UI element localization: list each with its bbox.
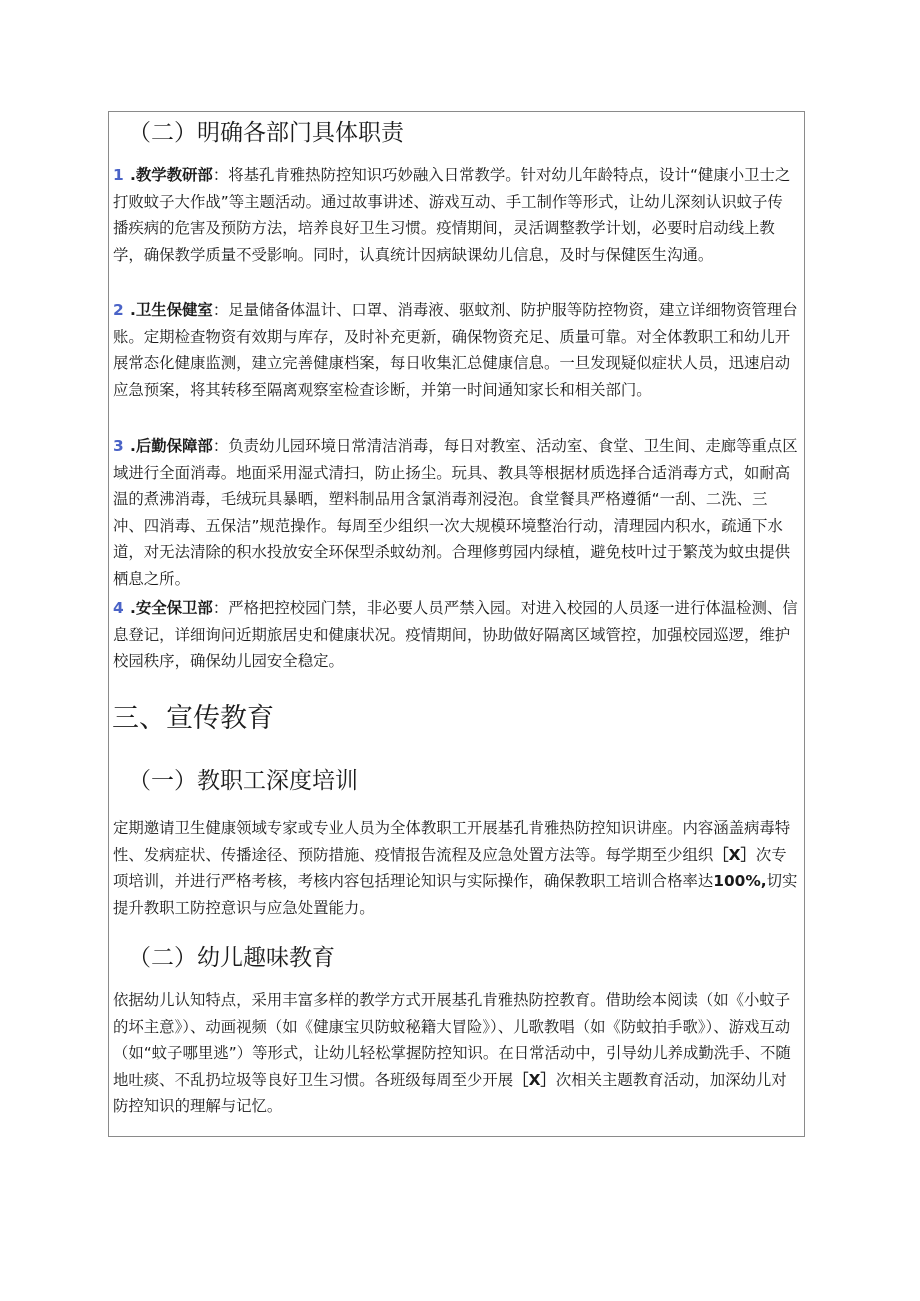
list-number: 4	[113, 599, 124, 617]
subsection-title-kids-education: （二）幼儿趣味教育	[128, 945, 335, 971]
duty-term: 后勤保障部	[135, 437, 213, 455]
section-title-publicity: 三、宣传教育	[112, 703, 274, 734]
list-number: 2	[113, 301, 124, 319]
staff-training-paragraph: 定期邀请卫生健康领域专家或专业人员为全体教职工开展基孔肯雅热防控知识讲座。内容涵盖病毒特性、发病症状、传播途径、预防措施、疫情报告流程及应急处置方法等。每学期至少组织［X］次专项培训，并进行严格考核，考核内容包括理论知识与实际操作，确保教职工培训合格率达100%,切实提升教职工防控意识与应急处置能力。	[113, 819, 798, 917]
duty-item: 4 .安全保卫部：严格把控校园门禁，非必要人员严禁入园。对进入校园的人员逐一进行体温检测、信息登记，详细询问近期旅居史和健康状况。疫情期间，协助做好隔离区域管控，加强校园巡逻，维护校园秩序，确保幼儿园安全稳定。	[113, 595, 798, 675]
subsection-title-departments: （二）明确各部门具体职责	[128, 120, 404, 146]
duty-item: 2 .卫生保健室：足量储备体温计、口罩、消毒液、驱蚊剂、防护服等防控物资，建立详细物资管理台账。定期检查物资有效期与库存，及时补充更新，确保物资充足、质量可靠。对全体教职工和幼儿开展常态化健康监测，建立完善健康档案，每日收集汇总健康信息。一旦发现疑似症状人员，迅速启动应急预案，将其转移至隔离观察室检查诊断，并第一时间通知家长和相关部门。	[113, 297, 798, 403]
duty-text: ：严格把控校园门禁，非必要人员严禁入园。对进入校园的人员逐一进行体温检测、信息登记，详细询问近期旅居史和健康状况。疫情期间，协助做好隔离区域管控，加强校园巡逻，维护校园秩序，确保幼儿园安全稳定。	[113, 599, 798, 671]
duty-text: ：负责幼儿园环境日常清洁消毒，每日对教室、活动室、食堂、卫生间、走廊等重点区域进行全面消毒。地面采用湿式清扫，防止扬尘。玩具、教具等根据材质选择合适消毒方式，如耐高温的煮沸消毒，毛绒玩具暴晒，塑料制品用含氯消毒剂浸泡。食堂餐具严格遵循“一刮、二洗、三冲、四消毒、五保洁”规范操作。每周至少组织一次大规模环境整治行动，清理园内积水，疏通下水道，对无法清除的积水投放安全环保型杀蚊幼剂。合理修剪园内绿植，避免枝叶过于繁茂为蚊虫提供栖息之所。	[113, 437, 798, 588]
duty-item: 3 .后勤保障部：负责幼儿园环境日常清洁消毒，每日对教室、活动室、食堂、卫生间、走廊等重点区域进行全面消毒。地面采用湿式清扫，防止扬尘。玩具、教具等根据材质选择合适消毒方式，如耐高温的煮沸消毒，毛绒玩具暴晒，塑料制品用含氯消毒剂浸泡。食堂餐具严格遵循“一刮、二洗、三冲、四消毒、五保洁”规范操作。每周至少组织一次大规模环境整治行动，清理园内积水，疏通下水道，对无法清除的积水投放安全环保型杀蚊幼剂。合理修剪园内绿植，避免枝叶过于繁茂为蚊虫提供栖息之所。	[113, 433, 798, 593]
duty-term: 安全保卫部	[135, 599, 213, 617]
duty-text: ：足量储备体温计、口罩、消毒液、驱蚊剂、防护服等防控物资，建立详细物资管理台账。定期检查物资有效期与库存，及时补充更新，确保物资充足、质量可靠。对全体教职工和幼儿开展常态化健康监测，建立完善健康档案，每日收集汇总健康信息。一旦发现疑似症状人员，迅速启动应急预案，将其转移至隔离观察室检查诊断，并第一时间通知家长和相关部门。	[113, 301, 798, 399]
list-number: 3	[113, 437, 124, 455]
duty-text: ：将基孔肯雅热防控知识巧妙融入日常教学。针对幼儿年龄特点，设计“健康小卫士之打败蚊子大作战”等主题活动。通过故事讲述、游戏互动、手工制作等形式，让幼儿深刻认识蚊子传播疾病的危害及预防方法，培养良好卫生习惯。疫情期间，灵活调整教学计划，必要时启动线上教学，确保教学质量不受影响。同时，认真统计因病缺课幼儿信息，及时与保健医生沟通。	[113, 166, 791, 264]
duty-term: 卫生保健室	[135, 301, 213, 319]
subsection-title-staff-training: （一）教职工深度培训	[128, 768, 358, 794]
kids-education-paragraph: 依据幼儿认知特点，采用丰富多样的教学方式开展基孔肯雅热防控教育。借助绘本阅读（如《小蚊子的坏主意》）、动画视频（如《健康宝贝防蚊秘籍大冒险》）、儿歌教唱（如《防蚊拍手歌》）、游戏互动（如“蚊子哪里逃”）等形式，让幼儿轻松掌握防控知识。在日常活动中，引导幼儿养成勤洗手、不随地吐痰、不乱扔垃圾等良好卫生习惯。各班级每周至少开展［X］次相关主题教育活动，加深幼儿对防控知识的理解与记忆。	[113, 991, 791, 1116]
list-number: 1	[113, 166, 124, 184]
duty-term: 教学教研部	[135, 166, 213, 184]
duty-item: 1 .教学教研部：将基孔肯雅热防控知识巧妙融入日常教学。针对幼儿年龄特点，设计“健康小卫士之打败蚊子大作战”等主题活动。通过故事讲述、游戏互动、手工制作等形式，让幼儿深刻认识蚊子传播疾病的危害及预防方法，培养良好卫生习惯。疫情期间，灵活调整教学计划，必要时启动线上教学，确保教学质量不受影响。同时，认真统计因病缺课幼儿信息，及时与保健医生沟通。	[113, 162, 798, 268]
